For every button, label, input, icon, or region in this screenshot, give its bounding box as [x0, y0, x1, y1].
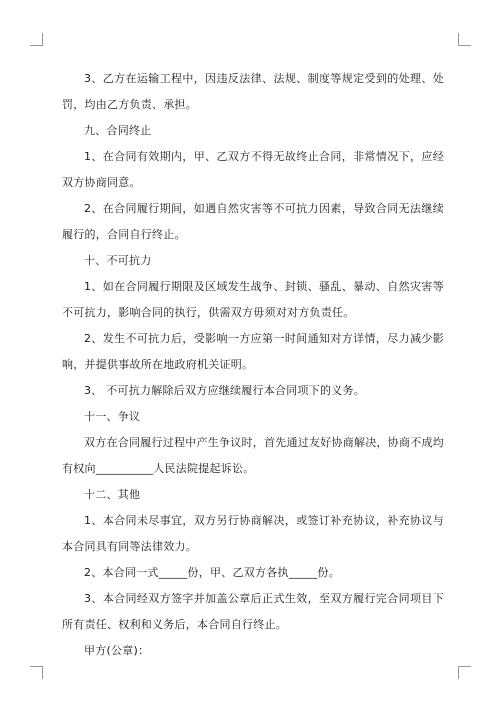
clause-8-item-3: 3、乙方在运输工程中，因违反法律、法规、制度等规定受到的处理、处罚，均由乙方负责、承担。	[62, 72, 444, 111]
clause-10-item-1: 1、如在合同履行期限及区域发生战争、封锁、骚乱、暴动、自然灾害等不可抗力，影响合同的执行，供需双方毋须对对方负责任。	[62, 280, 444, 319]
crop-mark-top-right	[458, 33, 471, 46]
clause-9-item-2: 2、在合同履行期间，如遇自然灾害等不可抗力因素，导致合同无法继续履行的，合同自行终止。	[62, 202, 444, 241]
crop-mark-bottom-right	[458, 666, 471, 679]
section-heading-termination: 九、合同终止	[84, 124, 152, 137]
section-heading-disputes: 十一、争议	[84, 410, 141, 423]
party-a-seal-line: 甲方(公章)：	[84, 644, 150, 657]
clause-12-item-1: 1、本合同未尽事宜，双方另行协商解决，或签订补充协议，补充协议与本合同具有同等法律效力。	[62, 514, 444, 553]
crop-mark-top-left	[30, 33, 43, 46]
crop-mark-bottom-left	[30, 666, 43, 679]
section-heading-other: 十二、其他	[84, 488, 141, 501]
clause-10-item-2: 2、发生不可抗力后，受影响一方应第一时间通知对方详情，尽力减少影响，并提供事故所在地政府机关证明。	[62, 332, 444, 371]
clause-11-text: 双方在合同履行过程中产生争议时，首先通过友好协商解决，协商不成均有权向__________人民法院提起诉讼。	[62, 436, 444, 475]
section-heading-force-majeure: 十、不可抗力	[84, 254, 152, 267]
clause-10-item-3: 3、 不可抗力解除后双方应继续履行本合同项下的义务。	[84, 384, 365, 397]
clause-12-item-3: 3、本合同经双方签字并加盖公章后正式生效，至双方履行完合同项目下所有责任、权利和义务后，本合同自行终止。	[62, 592, 444, 631]
clause-12-item-2: 2、本合同一式_____份，甲、乙双方各执_____份。	[84, 566, 340, 579]
contract-body	[62, 66, 444, 664]
clause-9-item-1: 1、在合同有效期内，甲、乙双方不得无故终止合同，非常情况下，应经双方协商同意。	[62, 150, 444, 189]
